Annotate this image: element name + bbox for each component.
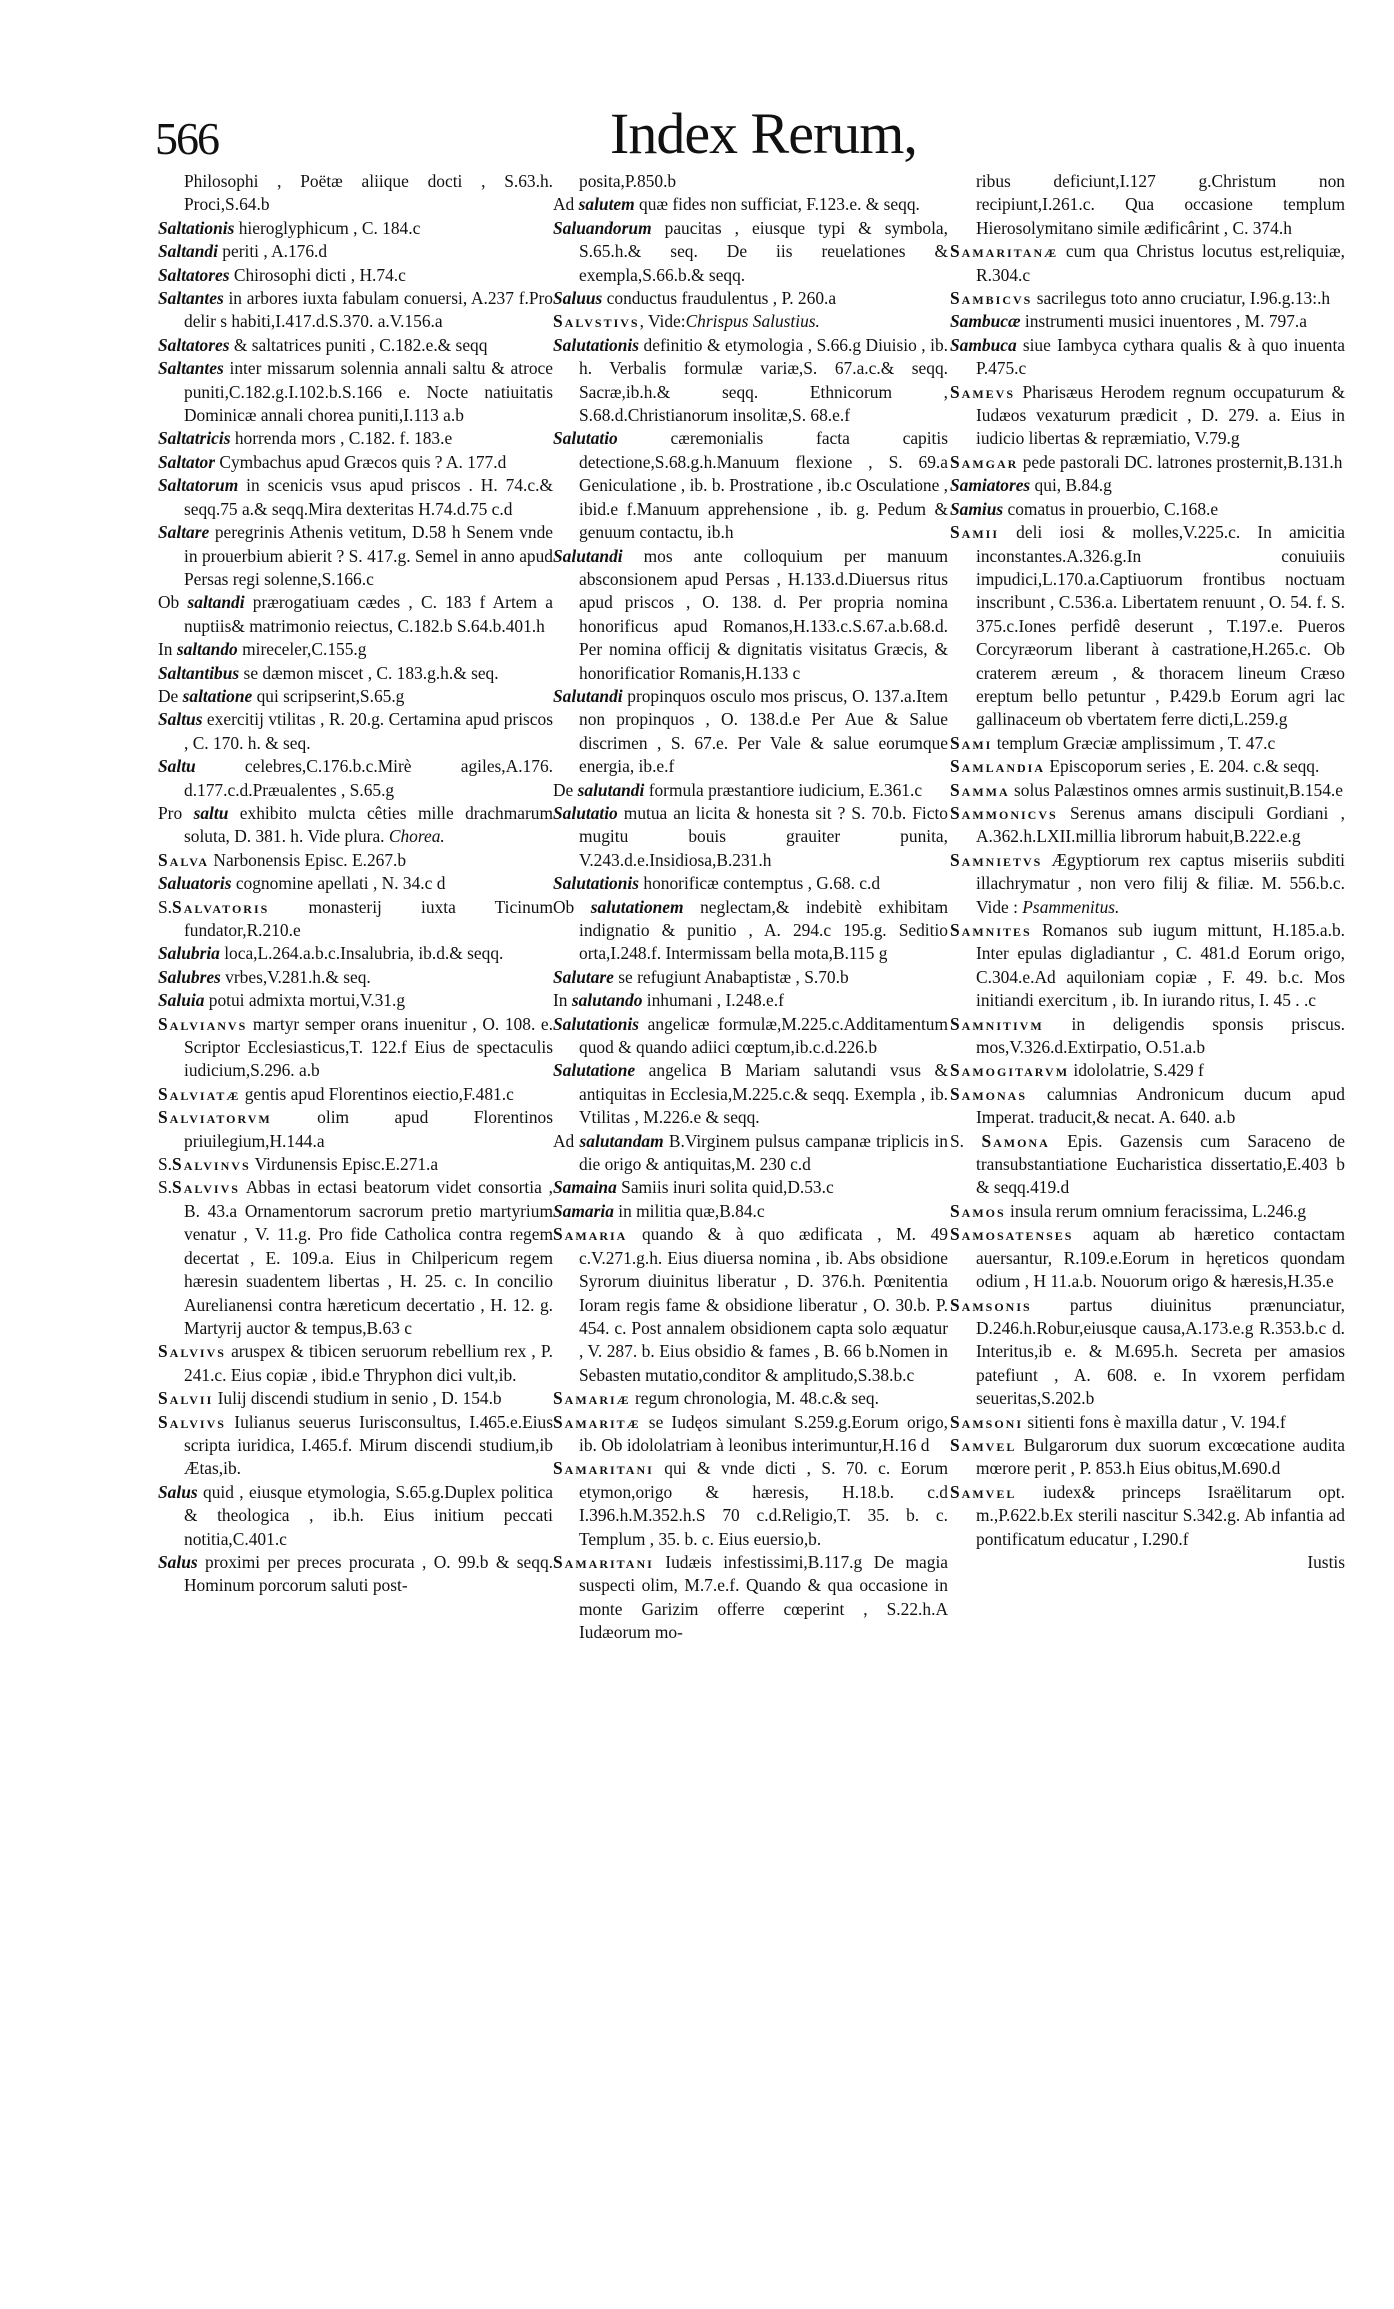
index-entry	[950, 474, 1345, 497]
entry-text: solus Palæstinos omnes armis sustinuit,B.154.e	[1009, 779, 1343, 800]
index-entry	[553, 170, 948, 193]
entry-headword: saltatione	[182, 685, 253, 706]
entry-text: angelicæ formulæ,M.225.c.Additamentum quod & quando adiici cœptum,ib.c.d.226.b	[579, 1013, 948, 1058]
entry-text: qui & vnde dicti , S. 70. c. Eorum etymon,origo & hæresis, H.18.b. c.d I.396.h.M.352.h.S 70 c.d.Religio,T. 35. b. c. Templum , 35. b. c. Eius euersio,b.	[579, 1458, 948, 1549]
entry-headword: Samos	[950, 1200, 1006, 1221]
entry-headword: Samaritani	[553, 1458, 654, 1479]
entry-text: in militia quæ,B.84.c	[613, 1200, 765, 1221]
entry-text: mutua an licita & honesta sit ? S. 70.b. Ficto mugitu bouis grauiter punita, V.243.d.e.Insidiosa,B.231.h	[579, 802, 948, 870]
entry-headword: Samnietvs	[950, 849, 1043, 870]
entry-prefix: Ob	[158, 592, 188, 613]
entry-headword: Salvivs	[172, 1177, 240, 1198]
entry-prefix: De	[553, 779, 578, 800]
entry-text: idololatrie, S.429 f	[1069, 1060, 1204, 1081]
index-entry	[553, 217, 948, 287]
index-entry	[950, 170, 1345, 240]
index-entry	[553, 1013, 948, 1060]
entry-text: neglectam,& indebitè exhibitam indignatio & punitio , A. 294.c 195.g. Seditio orta,I.248.f. Intermissam bella mota,B.115 g	[579, 896, 948, 964]
entry-headword: Samogitarvm	[950, 1060, 1070, 1081]
entry-text: celebres,C.176.b.c.Mirè agiles,A.176. d.177.c.d.Præualentes , S.65.g	[184, 756, 553, 800]
entry-headword: salutandi	[577, 779, 645, 800]
entry-headword: Samnitivm	[950, 1013, 1044, 1034]
index-entry	[158, 451, 553, 474]
entry-text: instrumenti musici inuentores , M. 797.a	[1020, 311, 1307, 332]
index-entry	[158, 638, 553, 661]
catchword: Iustis	[1307, 1551, 1345, 1572]
entry-headword: Salvivs	[158, 1341, 226, 1362]
entry-headword: Samosatenses	[950, 1224, 1074, 1245]
entry-headword: Salvinvs	[172, 1154, 251, 1175]
index-entry	[158, 357, 553, 427]
entry-headword: saltu	[193, 802, 229, 823]
index-entry	[950, 919, 1345, 1013]
entry-headword: Saltus	[158, 709, 203, 730]
index-entry	[158, 708, 553, 755]
entry-headword: Salubria	[158, 943, 220, 964]
index-entry	[158, 896, 553, 943]
index-entry	[553, 1176, 948, 1199]
entry-headword: Samonas	[950, 1083, 1028, 1104]
index-entry	[553, 1059, 948, 1129]
entry-text: sacrilegus toto anno cruciatur, I.96.g.13:.h	[1032, 288, 1331, 309]
entry-headword: Salutare	[553, 966, 614, 987]
index-entry	[950, 451, 1345, 474]
index-column-1	[158, 170, 553, 1598]
entry-headword: Samiatores	[950, 475, 1031, 496]
index-entry	[158, 264, 553, 287]
entry-headword: Samariæ	[553, 1388, 631, 1409]
entry-text: , Vide:	[639, 311, 686, 332]
entry-text: Iudæis infestissimi,B.117.g De magia suspecti olim, M.7.e.f. Quando & qua occasione in monte Garizim offerre cœperint , S.22.h.A Iudæorum mo-	[579, 1551, 948, 1643]
entry-headword: Samlandia	[950, 756, 1046, 777]
index-entry	[553, 685, 948, 779]
index-entry	[158, 662, 553, 685]
entry-headword: Sambucæ	[950, 311, 1021, 332]
entry-text: inter missarum solennia annali saltu & atroce puniti,C.182.g.I.102.b.S.166 e. Nocte natiuitatis Dominicæ annali chorea puniti,I.113 a.b	[184, 358, 553, 426]
index-entry	[553, 310, 948, 333]
index-entry	[950, 498, 1345, 521]
entry-headword: Samnites	[950, 920, 1032, 940]
page-number: 566	[155, 113, 218, 164]
entry-text: deli iosi & molles,V.225.c. In amicitia inconstantes.A.326.g.In conuiuiis impudici,L.170.a.Captiuorum frontibus noctuam inscribunt , C.536.a. Libertatem renuunt , O. 54. f. S. 375.c.Iones perfidê deserunt , T.197.e. Pueros Corcyræorum liberant à castratione,H.265.c. Ob craterem æreum , & thoracem lineum Cræso ereptum bello petuntur , P.429.b Eorum agri lac gallinaceum ob vbertatem ferre dicti,L.259.g	[976, 522, 1345, 730]
entry-headword: salutando	[571, 990, 643, 1011]
index-entry	[950, 802, 1345, 849]
entry-text: martyr semper orans inuenitur , O. 108. e. Scriptor Ecclesiasticus,T. 122.f Eius de spectaculis iudicium,S.296. a.b	[184, 1013, 553, 1081]
index-column-2	[553, 170, 948, 1645]
index-entry	[553, 1551, 948, 1645]
entry-headword: Salva	[158, 849, 210, 870]
entry-text: monasterij iuxta Ticinum fundator,R.210.e	[184, 896, 553, 940]
index-entry	[158, 1106, 553, 1153]
index-entry	[950, 381, 1345, 451]
entry-text: Ægyptiorum rex captus miseriis subditi illachrymatur , non vero filij & filiæ. M. 556.b.c. Vide :	[976, 849, 1345, 917]
index-entry	[158, 170, 553, 217]
entry-text: formula præstantiore iudicium, E.361.c	[644, 779, 923, 800]
index-entry	[553, 802, 948, 872]
entry-text: Epis. Gazensis cum Saraceno de transubstantiatione Eucharistica dissertatio,E.403 b & seqq.419.d	[976, 1130, 1345, 1198]
entry-headword: Samvel	[950, 1434, 1017, 1455]
index-entry	[950, 287, 1345, 310]
index-entry	[158, 427, 553, 450]
entry-text: posita,P.850.b	[579, 171, 677, 191]
index-entry	[158, 849, 553, 872]
entry-text: Iulianus seuerus Iurisconsultus, I.465.e.Eius scripta iuridica, I.465.f. Mirum discendi studium,ib Ætas,ib.	[184, 1411, 553, 1479]
entry-prefix: S.	[158, 1177, 173, 1198]
index-entry	[158, 1083, 553, 1106]
entry-headword: Salutationis	[553, 334, 640, 355]
entry-text: olim apud Florentinos priuilegium,H.144.a	[184, 1107, 553, 1151]
entry-cross-reference: Chorea.	[388, 826, 445, 847]
entry-text: in arbores iuxta fabulam conuersi, A.237 f.Pro delir s habiti,I.417.d.S.370. a.V.156.a	[184, 288, 553, 332]
entry-text: qui scripserint,S.65.g	[252, 685, 405, 706]
entry-text: Pharisæus Herodem regnum occupaturum & Iudæos vexaturum prædicit , D. 279. a. Eius in iudicio libertas & repræmiatio, V.79.g	[976, 381, 1345, 449]
entry-prefix: Ob	[553, 896, 591, 917]
index-entry	[553, 427, 948, 544]
entry-prefix: Pro	[158, 802, 194, 823]
entry-text: peregrinis Athenis vetitum, D.58 h Senem vnde in prouerbium abierit ? S. 417.g. Semel in anno apud Persas regi solenne,S.166.c	[184, 522, 553, 589]
entry-text: & saltatrices puniti , C.182.e.& seqq	[229, 334, 488, 355]
index-entry	[950, 755, 1345, 778]
entry-headword: Samaritanæ	[950, 241, 1059, 262]
entry-headword: Saltantibus	[158, 662, 240, 683]
index-entry	[158, 1411, 553, 1481]
entry-text: prærogatiuam cædes , C. 183 f Artem a nuptiis& matrimonio reiectus, C.182.b S.64.b.401.h	[184, 592, 553, 636]
entry-headword: salutandam	[579, 1130, 664, 1151]
entry-text: Samiis inuri solita quid,D.53.c	[616, 1177, 834, 1198]
index-entry	[553, 1387, 948, 1410]
entry-headword: Samsonis	[950, 1294, 1032, 1315]
index-entry	[553, 287, 948, 310]
index-entry	[158, 966, 553, 989]
entry-headword: Saltandi	[158, 241, 218, 262]
index-entry	[950, 1294, 1345, 1411]
entry-text: iudex& princeps Israëlitarum opt. m.,P.622.b.Ex sterili nascitur S.342.g. Ab infantia ad pontificatum educatur , I.290.f	[976, 1481, 1345, 1549]
index-entry	[553, 1457, 948, 1551]
entry-text: cum qua Christus locutus est,reliquiæ, R.304.c	[976, 241, 1345, 285]
index-entry	[950, 1481, 1345, 1551]
entry-headword: Samaria	[553, 1224, 628, 1245]
entry-text: se Iudęos simulant S.259.g.Eorum origo, ib. Ob idololatriam à leonibus interimuntur,H.16 d	[579, 1411, 948, 1455]
entry-headword: Salutandi	[553, 685, 623, 706]
index-entry	[158, 334, 553, 357]
entry-prefix: In	[553, 990, 572, 1011]
entry-prefix: S.	[158, 1154, 173, 1175]
entry-text: Episcoporum series , E. 204. c.& seqq.	[1045, 756, 1320, 777]
entry-headword: Sambuca	[950, 334, 1017, 355]
index-entry	[950, 1223, 1345, 1293]
entry-text: partus diuinitus prænunciatur, D.246.h.Robur,eiusque causa,A.173.e.g R.353.b.c d. Interitus,ib e. & M.695.h. Secreta per amasios patefiunt , A. 608. e. In vxorem perfidam seueritas,S.202.b	[976, 1294, 1345, 1409]
index-entry	[950, 849, 1345, 919]
entry-headword: Salutatio	[553, 802, 618, 823]
entry-text: pede pastorali DC. latrones prosternit,B.131.h	[1018, 451, 1343, 472]
entry-text: Serenus amans discipuli Gordiani , A.362.h.LXII.millia librorum habuit,B.222.e.g	[976, 802, 1345, 847]
index-entry	[158, 1481, 553, 1551]
index-entry	[158, 755, 553, 802]
index-entry	[158, 1153, 553, 1176]
entry-text: quid , eiusque etymologia, S.65.g.Duplex politica & theologica , ib.h. Eius initium peccati notitia,C.401.c	[184, 1481, 553, 1549]
entry-headword: Sami	[950, 732, 993, 753]
entry-text: cognomine apellati , N. 34.c d	[231, 873, 446, 894]
entry-text: siue Iambyca cythara qualis & à quo inuenta P.475.c	[976, 334, 1345, 379]
entry-prefix: In	[158, 639, 177, 660]
entry-headword: Samii	[950, 522, 1000, 543]
index-entry	[553, 1223, 948, 1387]
entry-headword: Saltantes	[158, 358, 224, 379]
index-entry	[950, 1083, 1345, 1130]
entry-text: inhumani , I.248.e.f	[642, 990, 784, 1011]
entry-text: se refugiunt Anabaptistæ , S.70.b	[613, 966, 849, 987]
entry-text: Bulgarorum dux suorum excœcatione audita mœrore perit , P. 853.h Eius obitus,M.690.d	[976, 1434, 1345, 1479]
entry-headword: Samvel	[950, 1481, 1017, 1502]
entry-headword: Salvianvs	[158, 1013, 248, 1034]
entry-text: quæ fides non sufficiat, F.123.e. & seqq.	[634, 194, 920, 215]
entry-headword: Samius	[950, 498, 1004, 519]
index-entry	[553, 872, 948, 895]
entry-text: horrenda mors , C.182. f. 183.e	[230, 428, 453, 449]
index-entry	[553, 334, 948, 428]
entry-text: Abbas in ectasi beatorum videt consortia , B. 43.a Ornamentorum sacrorum pretio martyrium venatur , V. 11.g. Pro fide Catholica contra regem decertat , E. 109.a. Eius in Chilpericum regem hæresin suadentem libertas , H. 25. c. In concilio Aurelianensi contra hæreticum decertatio , H. 12. g. Martyrij auctor & tempus,B.63 c	[184, 1177, 553, 1338]
index-entry	[950, 1200, 1345, 1223]
entry-headword: Samaritæ	[553, 1411, 641, 1432]
entry-headword: Samaria	[553, 1200, 614, 1221]
entry-text: gentis apud Florentinos eiectio,F.481.c	[240, 1083, 514, 1104]
index-entry	[950, 521, 1345, 732]
entry-headword: Saltatorum	[158, 475, 239, 496]
entry-headword: Saltator	[158, 451, 216, 472]
entry-text: hieroglyphicum , C. 184.c	[234, 217, 421, 238]
entry-text: potui admixta mortui,V.31.g	[204, 990, 406, 1011]
entry-text: Cymbachus apud Græcos quis ? A. 177.d	[215, 451, 507, 472]
index-entry	[158, 1551, 553, 1598]
index-entry	[553, 545, 948, 685]
entry-text: definitio & etymologia , S.66.g Diuisio , ib. h. Verbalis formulæ variæ,S. 67.a.c.& seqq. Sacræ,ib.h.& seqq. Ethnicorum , S.68.d.Christianorum insolitæ,S. 68.e.f	[579, 334, 948, 426]
entry-text: regum chronologia, M. 48.c.& seq.	[630, 1388, 879, 1409]
index-entry	[950, 732, 1345, 755]
entry-headword: Samgar	[950, 451, 1019, 472]
entry-text: in scenicis vsus apud priscos . H. 74.c.& seqq.75 a.& seqq.Mira dexteritas H.74.d.75 c.d	[184, 475, 553, 519]
entry-prefix: Ad	[553, 1130, 580, 1151]
entry-prefix: S.	[950, 1130, 982, 1151]
index-entry	[553, 966, 948, 989]
index-entry	[950, 240, 1345, 287]
entry-text: Romanos sub iugum mittunt, H.185.a.b. Inter epulas digladiantur , C. 481.d Eorum origo, C.304.e.Ad aquiloniam copiæ , F. 49. b.c. Mos initiandi exercitum , ib. In iurando ritus, I. 45 . .c	[976, 920, 1345, 1011]
entry-text: angelica B Mariam salutandi vsus & antiquitas in Ecclesia,M.225.c.& seqq. Exempla , ib. Vtilitas , M.226.e & seqq.	[579, 1060, 948, 1128]
index-entry	[158, 240, 553, 263]
entry-headword: Sammonicvs	[950, 802, 1058, 823]
entry-text: in deligendis sponsis priscus. mos,V.326.d.Extirpatio, O.51.a.b	[976, 1013, 1345, 1058]
entry-headword: Salutatione	[553, 1060, 636, 1081]
entry-text: exercitij vtilitas , R. 20.g. Certamina apud priscos , C. 170. h. & seq.	[184, 709, 553, 753]
entry-headword: salutem	[578, 194, 635, 215]
entry-text: Iulij discendi studium in senio , D. 154.b	[213, 1388, 502, 1409]
index-entry	[950, 1411, 1345, 1434]
entry-headword: saltando	[176, 639, 238, 660]
entry-headword: Salutationis	[553, 873, 640, 894]
entry-headword: Saltantes	[158, 288, 224, 309]
index-entry	[950, 1059, 1345, 1082]
entry-text: se dæmon miscet , C. 183.g.h.& seq.	[239, 662, 499, 683]
entry-headword: Salvstivs	[553, 311, 640, 332]
index-entry	[158, 872, 553, 895]
index-entry	[158, 989, 553, 1012]
entry-text: conductus fraudulentus , P. 260.a	[602, 288, 837, 309]
index-entry	[158, 591, 553, 638]
index-entry	[158, 287, 553, 334]
index-entry	[950, 779, 1345, 802]
entry-text: periti , A.176.d	[217, 241, 328, 262]
entry-headword: Saltationis	[158, 217, 235, 238]
entry-text: Chirosophi dicti , H.74.c	[229, 264, 406, 285]
entry-text: exhibito mulcta cêties mille drachmarum soluta, D. 381. h. Vide plura.	[184, 802, 553, 847]
entry-text: propinquos osculo mos priscus, O. 137.a.Item non propinquos , O. 138.d.e Per Aue & Salue discrimen , S. 67.e. Per Vale & salue eorumque energia, ib.e.f	[579, 685, 948, 777]
index-entry	[158, 802, 553, 849]
entry-headword: Saltatricis	[158, 428, 231, 449]
index-entry	[553, 1130, 948, 1177]
entry-text: Philosophi , Poëtæ aliique docti , S.63.h. Proci,S.64.b	[184, 171, 553, 215]
entry-text: quando & à quo ædificata , M. 49 c.V.271.g.h. Eius diuersa nomina , ib. Abs obsidione Syrorum diuinitus liberatur , D. 376.h. Pœnitentia Ioram regis fame & obsidione liberatur , O. 30.b. P. 454. c. Post annalem obsidionem capta solo æquatur , V. 287. b. Eius obsidio & fames , B. 66 b.Nomen in Sebasten mutatio,conditor & amplitudo,S.38.b.c	[579, 1224, 948, 1385]
entry-headword: Salutatio	[553, 428, 618, 449]
entry-headword: Samevs	[950, 381, 1016, 402]
index-entry	[158, 521, 553, 591]
entry-text: aruspex & tibicen seruorum rebellium rex , P. 241.c. Eius copiæ , ibid.e Thryphon dici vult,ib.	[184, 1341, 553, 1385]
index-entry	[950, 310, 1345, 333]
entry-headword: Samaritani	[553, 1551, 654, 1572]
entry-headword: Salviatæ	[158, 1083, 241, 1104]
entry-text: comatus in prouerbio, C.168.e	[1003, 498, 1219, 519]
index-entry	[158, 942, 553, 965]
entry-text: Narbonensis Episc. E.267.b	[209, 849, 407, 870]
index-entry	[553, 193, 948, 216]
entry-headword: Samona	[981, 1130, 1050, 1151]
entry-text: templum Græciæ amplissimum , T. 47.c	[992, 732, 1276, 753]
entry-text: insula rerum omnium feracissima, L.246.g	[1005, 1200, 1307, 1221]
entry-text: paucitas , eiusque typi & symbola, S.65.h.& seq. De iis reuelationes & exempla,S.66.b.& seqq.	[579, 217, 948, 285]
entry-text: B.Virginem pulsus campanæ triplicis in die origo & antiquitas,M. 230 c.d	[579, 1130, 948, 1175]
entry-text: calumnias Andronicum ducum apud Imperat. traducit,& necat. A. 640. a.b	[976, 1083, 1345, 1128]
entry-headword: Salus	[158, 1551, 198, 1572]
index-entry	[158, 1013, 553, 1083]
entry-cross-reference: Psammenitus.	[1022, 896, 1120, 917]
entry-text: mireceler,C.155.g	[237, 639, 367, 660]
entry-headword: Samaina	[553, 1177, 617, 1198]
entry-text: qui, B.84.g	[1030, 475, 1112, 496]
entry-headword: Saltare	[158, 522, 210, 543]
entry-text: mos ante colloquium per manuum absconsionem apud Persas , H.133.d.Diuersus ritus apud priscos , O. 138. d. Per propria nomina honorificus apud Romanos,H.133.c.S.67.a.b.68.d. Per nomina officij & dignitatis visitatus Græcis, & honorificatior Romanis,H.133 c	[579, 545, 948, 683]
entry-text: vrbes,V.281.h.& seq.	[220, 966, 371, 987]
entry-prefix: Ad	[553, 194, 579, 215]
index-entry	[158, 1176, 553, 1340]
entry-headword: Saluandorum	[553, 217, 652, 238]
entry-headword: Salvivs	[158, 1411, 226, 1432]
running-head: Index Rerum,	[610, 101, 917, 166]
index-entry	[553, 1200, 948, 1223]
index-entry	[553, 896, 948, 966]
index-entry	[553, 989, 948, 1012]
index-entry	[950, 1130, 1345, 1200]
entry-headword: Saluia	[158, 990, 205, 1011]
index-entry	[950, 1013, 1345, 1060]
index-entry	[950, 334, 1345, 381]
entry-headword: Saltu	[158, 756, 196, 777]
entry-headword: Saluatoris	[158, 873, 232, 894]
entry-headword: Salubres	[158, 966, 221, 987]
entry-headword: Salutandi	[553, 545, 623, 566]
index-entry	[158, 1340, 553, 1387]
index-entry	[553, 779, 948, 802]
entry-headword: Salvii	[158, 1388, 214, 1409]
entry-text: loca,L.264.a.b.c.Insalubria, ib.d.& seqq.	[219, 943, 504, 964]
entry-text: ribus deficiunt,I.127 g.Christum non recipiunt,I.261.c. Qua occasione templum Hierosolymitano simile ædificârint , C. 374.h	[976, 171, 1345, 238]
index-entry	[553, 1411, 948, 1458]
entry-text: proximi per preces procurata , O. 99.b & seqq. Hominum porcorum saluti post-	[184, 1551, 553, 1596]
entry-text: aquam ab hæretico contactam auersantur, R.109.e.Eorum in hęreticos quondam odium , H 11.a.b. Nouorum origo & hæresis,H.35.e	[976, 1224, 1345, 1292]
index-entry	[158, 474, 553, 521]
index-entry	[158, 1387, 553, 1410]
entry-headword: Samma	[950, 779, 1010, 800]
entry-text: sitienti fons è maxilla datur , V. 194.f	[1023, 1411, 1286, 1432]
entry-headword: Saltatores	[158, 334, 230, 355]
index-column-3	[950, 170, 1345, 1574]
entry-prefix: S.	[158, 896, 173, 917]
entry-text: Virdunensis Episc.E.271.a	[250, 1154, 439, 1175]
entry-headword: salutationem	[590, 896, 684, 917]
entry-headword: Samsoni	[950, 1411, 1024, 1432]
index-entry	[158, 217, 553, 240]
entry-headword: Salvatoris	[172, 896, 270, 917]
entry-headword: Salus	[158, 1481, 198, 1502]
entry-text: honorificæ contemptus , G.68. c.d	[639, 873, 881, 894]
entry-headword: Salviatorvm	[158, 1107, 272, 1128]
entry-cross-reference: Chrispus Salustius.	[685, 311, 820, 332]
index-entry	[158, 685, 553, 708]
entry-headword: Sambicvs	[950, 288, 1033, 309]
entry-text: cæremonialis facta capitis detectione,S.68.g.h.Manuum flexione , S. 69.a Geniculatione , ib. b. Prostratione , ib.c Osculatione , ibid.e f.Manuum apprehensione , ib. g. Pedum & genuum contactu, ib.h	[579, 428, 948, 543]
entry-headword: Salutationis	[553, 1013, 640, 1034]
entry-prefix: De	[158, 685, 183, 706]
entry-headword: Saltatores	[158, 264, 230, 285]
index-entry	[950, 1434, 1345, 1481]
entry-headword: saltandi	[187, 592, 245, 613]
entry-headword: Saluus	[553, 288, 603, 309]
